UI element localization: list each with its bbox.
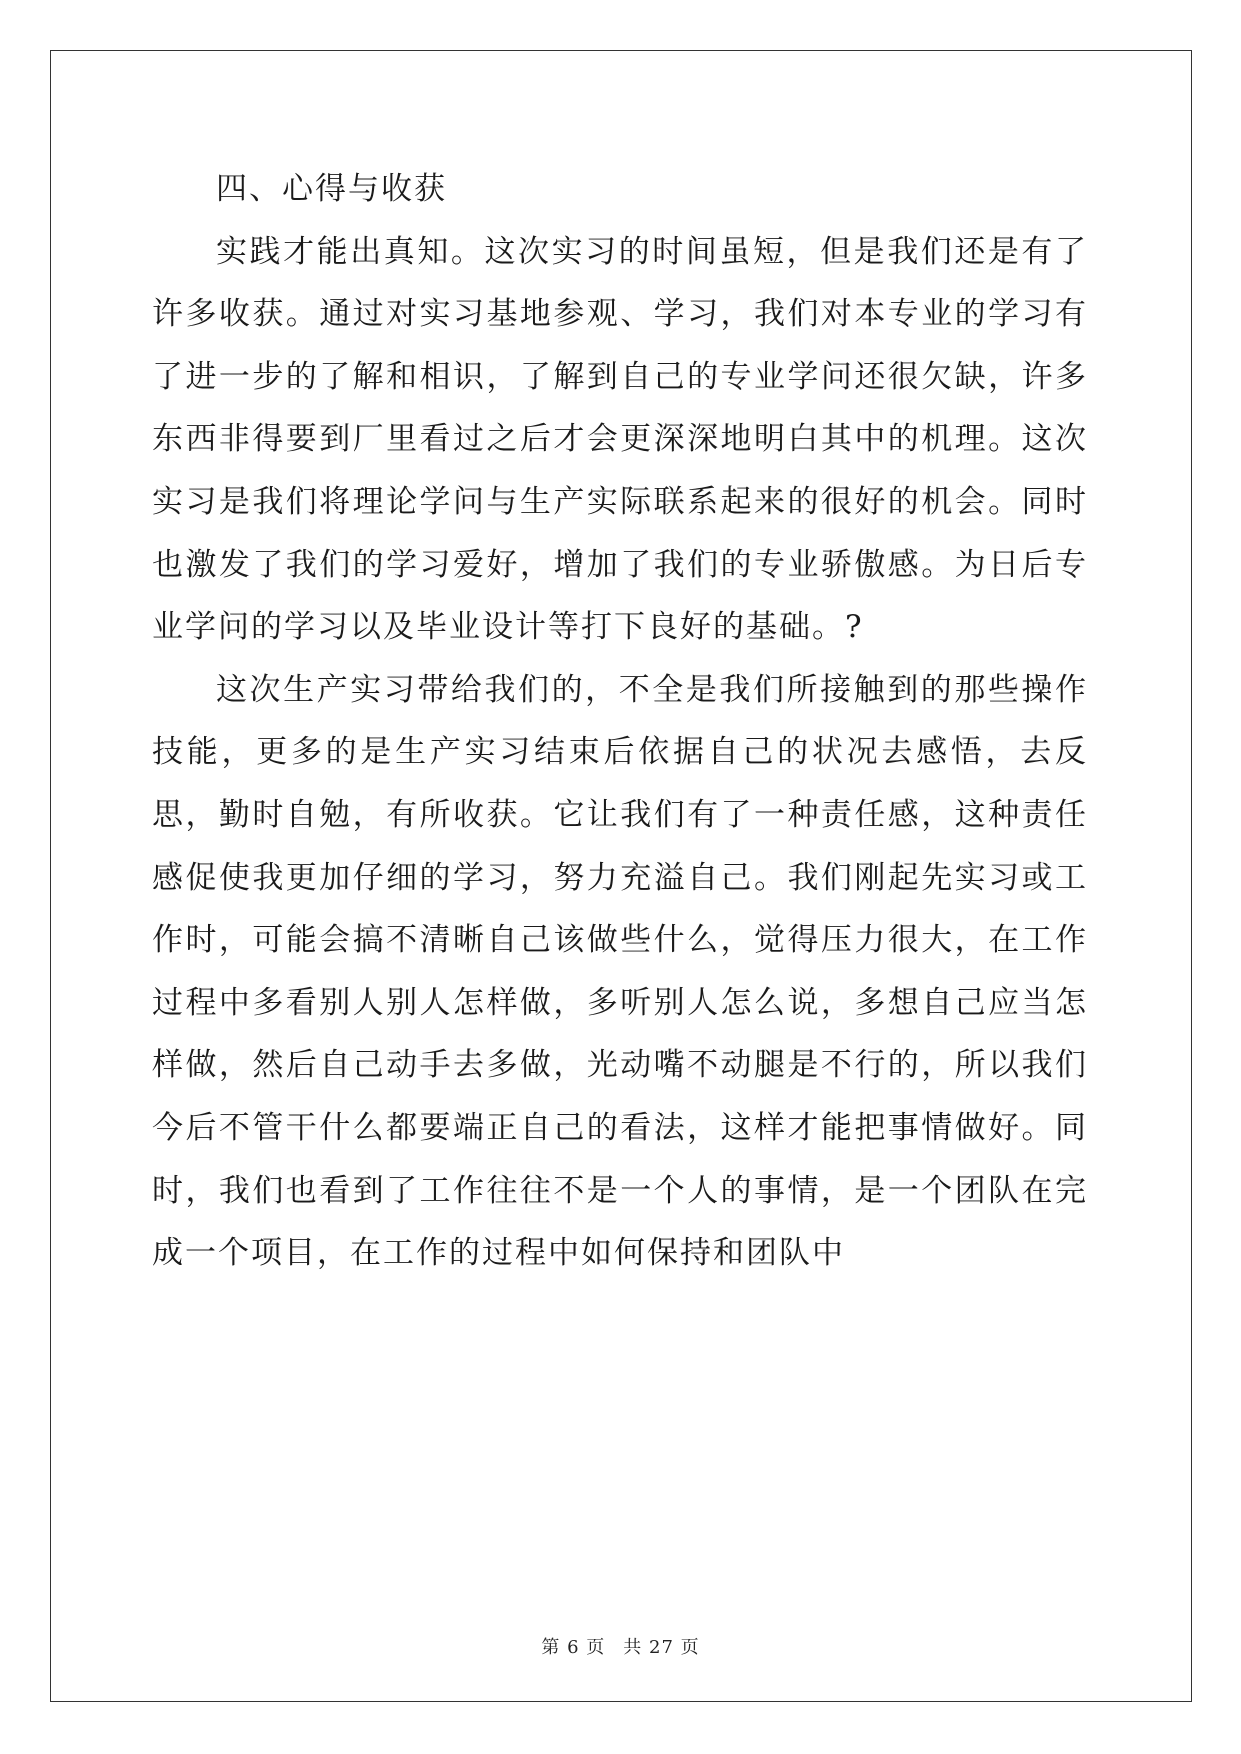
paragraph-1: 实践才能出真知。这次实习的时间虽短，但是我们还是有了许多收获。通过对实习基地参观、学习，我们对本专业的学习有了进一步的了解和相识，了解到自己的专业学问还很欠缺，许多东西非得要到厂里看过之后才会更深深地明白其中的机理。这次实习是我们将理论学问与生产实际联系起来的很好的机会。同时也激发了我们的学习爱好，增加了我们的专业骄傲感。为日后专业学问的学习以及毕业设计等打下良好的基础。?: [152, 233, 1088, 646]
page-number: 第 6 页: [541, 1637, 606, 1658]
paragraph-2: 这次生产实习带给我们的，不全是我们所接触到的那些操作技能，更多的是生产实习结束后依据自己的状况去感悟，去反思，勤时自勉，有所收获。它让我们有了一种责任感，这种责任感促使我更加仔细的学习，努力充溢自己。我们刚起先实习或工作时，可能会搞不清晰自己该做些什么，觉得压力很大，在工作过程中多看别人别人怎样做，多听别人怎么说，多想自己应当怎样做，然后自己动手去多做，光动嘴不动腿是不行的，所以我们今后不管干什么都要端正自己的看法，这样才能把事情做好。同时，我们也看到了工作往往不是一个人的事情，是一个团队在完成一个项目，在工作的过程中如何保持和团队中: [152, 671, 1088, 1272]
page-total: 共 27 页: [623, 1637, 700, 1658]
section-heading: 四、心得与收获: [216, 171, 447, 207]
document-body: [152, 158, 1088, 1285]
page-footer: [0, 1633, 1241, 1659]
